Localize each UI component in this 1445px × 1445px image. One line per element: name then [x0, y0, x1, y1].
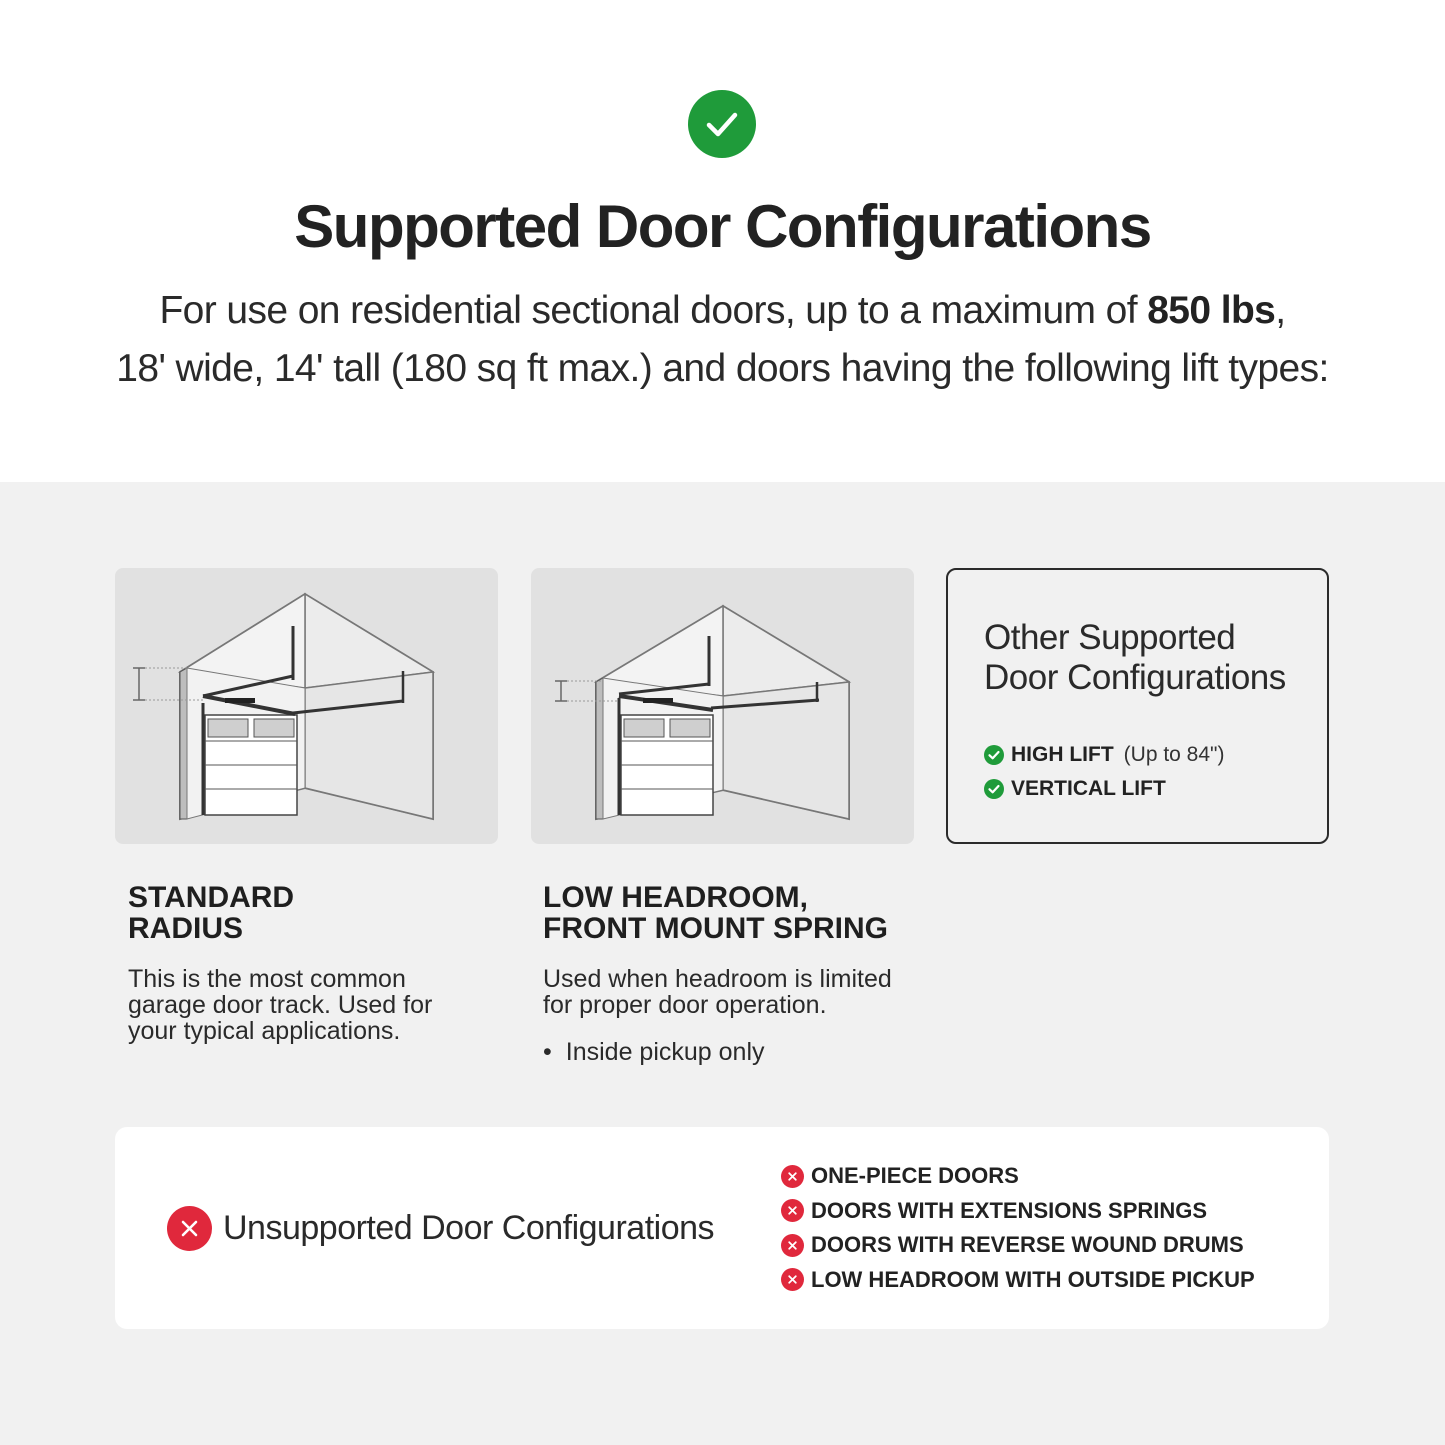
standard-radius-text: [128, 882, 488, 1044]
other-supported-title: [984, 618, 1286, 698]
other-title-line2: Door Configurations: [984, 658, 1286, 697]
x-circle-icon: [781, 1234, 804, 1257]
low-headroom-text: [543, 882, 933, 1067]
x-circle-icon: [781, 1199, 804, 1222]
desc-line: garage door track. Used for: [128, 991, 433, 1019]
subtitle-comma: ,: [1275, 289, 1286, 332]
other-supported-list: [984, 738, 1224, 806]
lift-type-name: HIGH LIFT: [1011, 743, 1114, 766]
list-item: [781, 1228, 1255, 1263]
desc-line: This is the most common: [128, 965, 406, 993]
check-circle-icon: [984, 779, 1004, 799]
bullet-text: Inside pickup only: [565, 1038, 765, 1066]
list-item: [984, 772, 1224, 806]
other-title-line1: Other Supported: [984, 618, 1236, 657]
page-subtitle: [60, 282, 1385, 398]
subtitle-text: For use on residential sectional doors, up to a maximum of: [159, 289, 1148, 332]
heading-line: LOW HEADROOM,: [543, 881, 808, 914]
garage-standard-radius-icon: [115, 568, 498, 844]
unsupported-item-label: DOORS WITH EXTENSIONS SPRINGS: [811, 1197, 1208, 1223]
card-heading: [128, 882, 488, 944]
unsupported-box: [115, 1127, 1329, 1329]
heading-line: STANDARD: [128, 881, 295, 914]
unsupported-item-label: DOORS WITH REVERSE WOUND DRUMS: [811, 1232, 1244, 1258]
desc-line: Used when headroom is limited: [543, 965, 892, 993]
subtitle-line2: 18' wide, 14' tall (180 sq ft max.) and doors having the following lift types:: [116, 347, 1329, 390]
heading-line: FRONT MOUNT SPRING: [543, 912, 888, 945]
x-circle-icon: [781, 1165, 804, 1188]
list-item: [781, 1194, 1255, 1229]
list-item: [984, 738, 1224, 772]
unsupported-title: Unsupported Door Configurations: [223, 1209, 715, 1247]
page-title: Supported Door Configurations: [294, 193, 1151, 260]
max-weight: 850 lbs: [1147, 289, 1276, 332]
card-description: [128, 966, 488, 1044]
list-item: [781, 1263, 1255, 1298]
garage-low-headroom-icon: [531, 568, 914, 844]
lift-type-name: VERTICAL LIFT: [1011, 777, 1166, 800]
check-circle-icon: [984, 745, 1004, 765]
unsupported-item-label: LOW HEADROOM WITH OUTSIDE PICKUP: [811, 1266, 1255, 1292]
header-section: [0, 0, 1445, 482]
low-headroom-illustration: [531, 568, 914, 844]
desc-line: your typical applications.: [128, 1017, 401, 1045]
card-description: [543, 966, 933, 1018]
standard-radius-illustration: [115, 568, 498, 844]
desc-line: for proper door operation.: [543, 991, 827, 1019]
bullet-dot: •: [543, 1038, 552, 1066]
unsupported-item-label: ONE-PIECE DOORS: [811, 1163, 1019, 1189]
heading-line: RADIUS: [128, 912, 244, 945]
lift-type-note: (Up to 84"): [1123, 743, 1225, 766]
x-circle-icon: [781, 1268, 804, 1291]
list-item: [781, 1159, 1255, 1194]
bullet-item: [543, 1038, 933, 1067]
check-circle-icon: [688, 90, 756, 158]
x-circle-icon: [167, 1206, 212, 1251]
other-supported-box: [946, 568, 1329, 844]
unsupported-list: [781, 1159, 1255, 1297]
card-heading: [543, 882, 933, 944]
